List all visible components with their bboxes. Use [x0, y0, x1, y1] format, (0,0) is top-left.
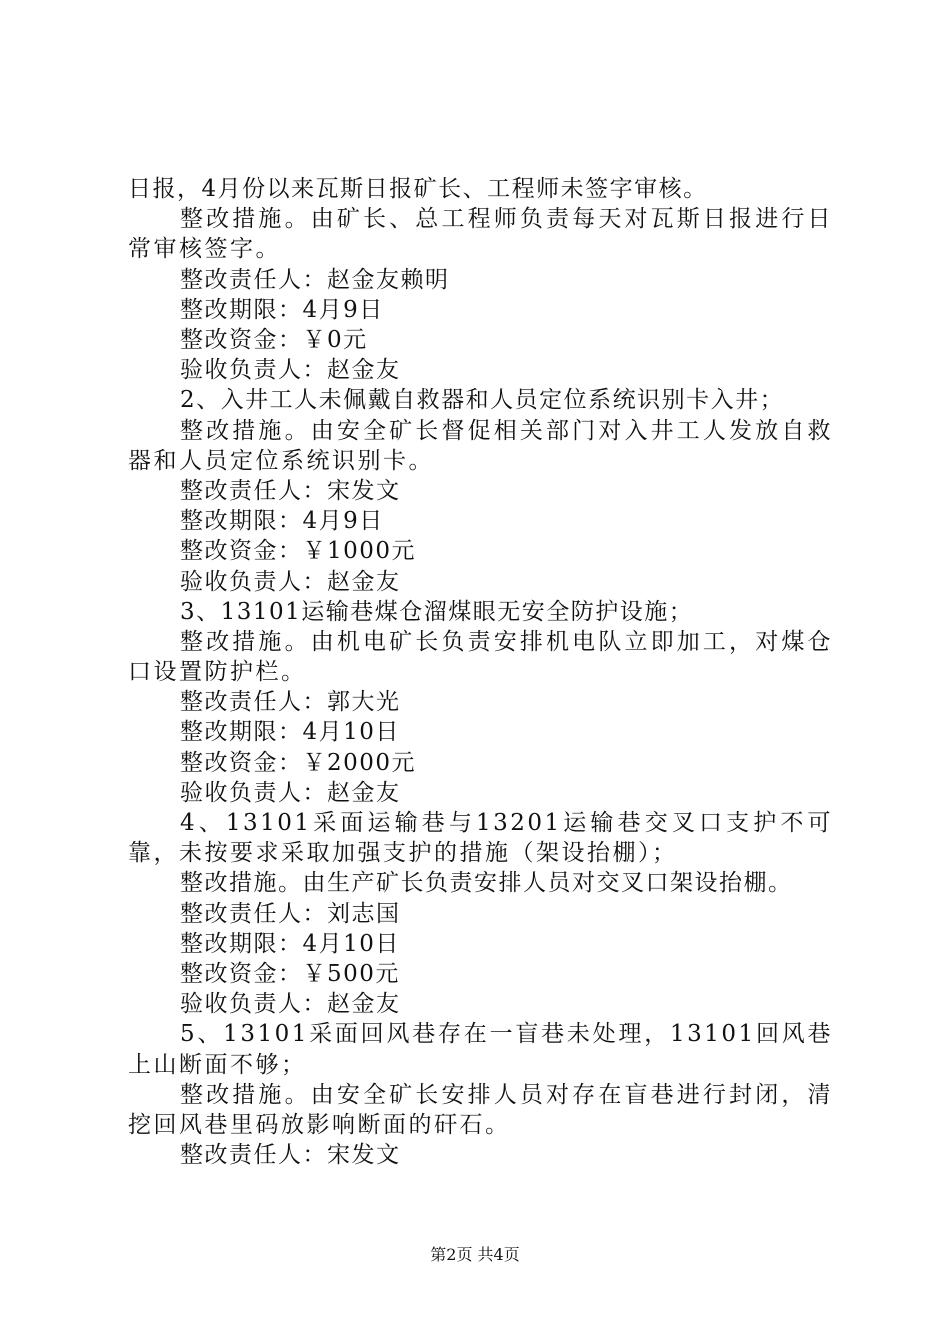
text-line: 整改资金：￥500元: [180, 961, 400, 987]
text-line: 5、13101采面回风巷存在一盲巷未处理，13101回风巷上山断面不够；: [128, 1021, 833, 1078]
text-line: 3、13101运输巷煤仓溜煤眼无安全防护设施；: [180, 598, 694, 625]
text-line: 整改责任人：赵金友赖明: [180, 266, 450, 293]
text-line: 4、13101采面运输巷与13201运输巷交叉口支护不可靠，未按要求采取加强支护的措施（架设抬棚）；: [128, 810, 833, 867]
text-line: 整改措施。由矿长、总工程师负责每天对瓦斯日报进行日常审核签字。: [128, 206, 833, 263]
text-line: 整改措施。由机电矿长负责安排机电队立即加工，对煤仓口设置防护栏。: [128, 628, 833, 686]
text-line: 整改责任人：宋发文: [180, 1142, 401, 1169]
text-line: 验收负责人：赵金友: [180, 779, 401, 806]
text-line: 整改期限：4月9日: [180, 508, 384, 535]
text-line: 整改责任人：宋发文: [180, 477, 401, 504]
text-line: 整改责任人：郭大光: [180, 689, 401, 716]
text-line: 整改资金：￥0元: [180, 326, 368, 353]
text-line: 整改资金：￥1000元: [180, 538, 417, 565]
text-line: 2、入井工人未佩戴自救器和人员定位系统识别卡入井；: [180, 387, 785, 414]
text-line: 验收负责人：赵金友: [180, 991, 401, 1018]
text-line: 整改措施。由生产矿长负责安排人员对交叉口架设抬棚。: [180, 870, 793, 897]
text-line: 验收负责人：赵金友: [180, 357, 401, 384]
text-line: 整改期限：4月9日: [180, 296, 384, 323]
text-line: 整改期限：4月10日: [180, 930, 400, 957]
document-body: [128, 174, 833, 1170]
text-line: 整改期限：4月10日: [180, 719, 400, 746]
text-line: 整改责任人：刘志国: [180, 900, 401, 927]
text-line: 整改措施。由安全矿长督促相关部门对入井工人发放自救器和人员定位系统识别卡。: [128, 417, 833, 474]
text-line: 验收负责人：赵金友: [180, 568, 401, 595]
text-line: 日报，4月份以来瓦斯日报矿长、工程师未签字审核。: [128, 176, 708, 202]
text-line: 整改资金：￥2000元: [180, 749, 417, 776]
text-line: 整改措施。由安全矿长安排人员对存在盲巷进行封闭，清挖回风巷里码放影响断面的矸石。: [128, 1081, 833, 1138]
page-footer: 第2页 共4页: [430, 1245, 520, 1264]
